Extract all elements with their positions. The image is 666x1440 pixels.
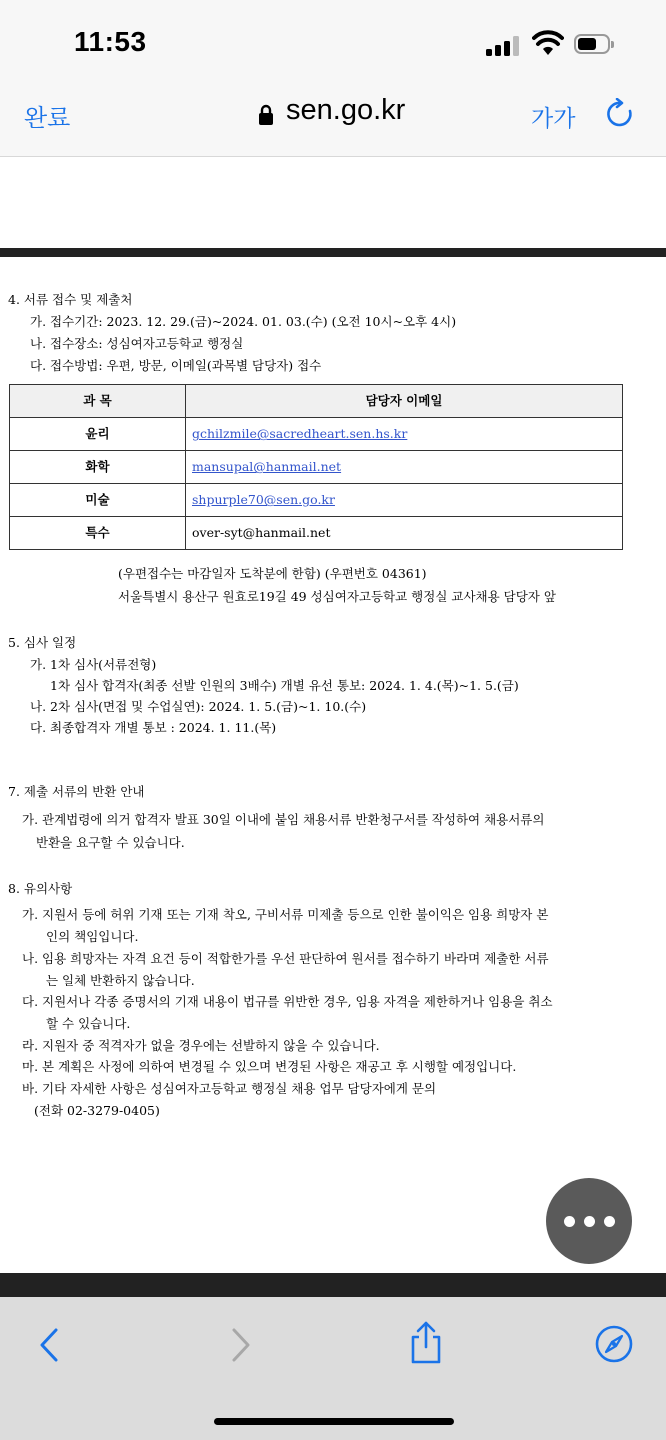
email-text: over-syt@hanmail.net	[192, 525, 331, 541]
section-7-title: 7. 제출 서류의 반환 안내	[8, 784, 145, 799]
lock-icon	[258, 104, 274, 126]
mail-note-2: 서울특별시 용산구 원효로19길 49 성심여자고등학교 행정실 교사채용 담당자 앞	[118, 589, 556, 604]
status-bar	[0, 0, 666, 80]
document-page	[0, 257, 666, 1273]
table-row	[10, 517, 623, 550]
share-icon[interactable]	[408, 1321, 444, 1365]
done-button[interactable]: 완료	[24, 104, 71, 132]
section-8-c2: 할 수 있습니다.	[46, 1016, 131, 1031]
header-subject: 과 목	[10, 385, 186, 418]
table-header-row	[10, 385, 623, 418]
wifi-icon	[532, 30, 564, 56]
subject-cell: 윤리	[10, 418, 186, 451]
mail-note-1: (우편접수는 마감일자 도착분에 한함) (우편번호 04361)	[118, 566, 427, 581]
header-email: 담당자 이메일	[186, 385, 623, 418]
section-8-b2: 는 일체 반환하지 않습니다.	[46, 973, 195, 988]
email-link[interactable]: shpurple70@sen.go.kr	[192, 492, 335, 508]
battery-icon	[574, 34, 614, 56]
section-7-a1: 가. 관계법령에 의거 합격자 발표 30일 이내에 붙임 채용서류 반환청구서를 작성하여 채용서류의	[22, 812, 545, 827]
email-link[interactable]: gchilzmile@sacredheart.sen.hs.kr	[192, 426, 408, 442]
browser-address-bar	[0, 80, 666, 157]
section-8-b1: 나. 임용 희망자는 자격 요건 등이 적합한가를 우선 판단하여 원서를 접수하기 바라며 제출한 서류	[22, 951, 549, 966]
section-4-title: 4. 서류 접수 및 제출처	[8, 292, 133, 307]
section-8-a2: 인의 책임입니다.	[46, 929, 139, 944]
url-display[interactable]: sen.go.kr	[286, 94, 406, 126]
section-8-d: 라. 지원자 중 적격자가 없을 경우에는 선발하지 않을 수 있습니다.	[22, 1038, 380, 1053]
cellular-signal-icon	[486, 36, 520, 56]
subject-cell: 미술	[10, 484, 186, 517]
safari-compass-icon[interactable]	[594, 1324, 634, 1364]
table-row	[10, 418, 623, 451]
table-row	[10, 451, 623, 484]
status-time: 11:53	[74, 26, 147, 57]
more-options-button[interactable]	[546, 1178, 632, 1264]
section-5-c: 다. 최종합격자 개별 통보 : 2024. 1. 11.(목)	[30, 720, 277, 735]
section-8-f: 바. 기타 자세한 사항은 성심여자고등학교 행정실 채용 업무 담당자에게 문의	[22, 1081, 437, 1096]
section-4-b: 나. 접수장소: 성심여자고등학교 행정실	[30, 336, 244, 351]
section-8-f2: (전화 02-3279-0405)	[34, 1103, 160, 1118]
table-row	[10, 484, 623, 517]
email-link[interactable]: mansupal@hanmail.net	[192, 459, 342, 475]
subject-cell: 화학	[10, 451, 186, 484]
section-5-title: 5. 심사 일정	[8, 635, 77, 650]
section-8-e: 마. 본 계획은 사정에 의하여 변경될 수 있으며 변경된 사항은 재공고 후 시행할 예정입니다.	[22, 1059, 517, 1074]
section-5-b: 나. 2차 심사(면접 및 수업실연): 2024. 1. 5.(금)~1. 10.(수)	[30, 699, 367, 714]
section-8-a1: 가. 지원서 등에 허위 기재 또는 기재 착오, 구비서류 미제출 등으로 인한 불이익은 임용 희망자 본	[22, 907, 549, 922]
section-4-a: 가. 접수기간: 2023. 12. 29.(금)~2024. 01. 03.(수) (오전 10시~오후 4시)	[30, 314, 457, 329]
section-7-a2: 반환을 요구할 수 있습니다.	[36, 835, 185, 850]
section-4-c: 다. 접수방법: 우편, 방문, 이메일(과목별 담당자) 접수	[30, 358, 322, 373]
section-5-a: 가. 1차 심사(서류전형)	[30, 657, 157, 672]
section-8-c1: 다. 지원서나 각종 증명서의 기재 내용이 법규를 위반한 경우, 임용 자격을 제한하거나 임용을 취소	[22, 994, 553, 1009]
contact-table	[9, 384, 623, 550]
section-8-title: 8. 유의사항	[8, 881, 73, 896]
reload-icon[interactable]	[604, 98, 636, 130]
forward-icon[interactable]	[228, 1327, 254, 1363]
home-indicator	[214, 1418, 454, 1425]
subject-cell: 특수	[10, 517, 186, 550]
document-top-border	[0, 248, 666, 257]
text-size-button[interactable]: 가가	[531, 106, 576, 132]
document-bottom-border	[0, 1273, 666, 1297]
section-5-a1: 1차 심사 합격자(최종 선발 인원의 3배수) 개별 유선 통보: 2024. 1. 4.(목)~1. 5.(금)	[50, 678, 519, 693]
back-icon[interactable]	[36, 1327, 62, 1363]
